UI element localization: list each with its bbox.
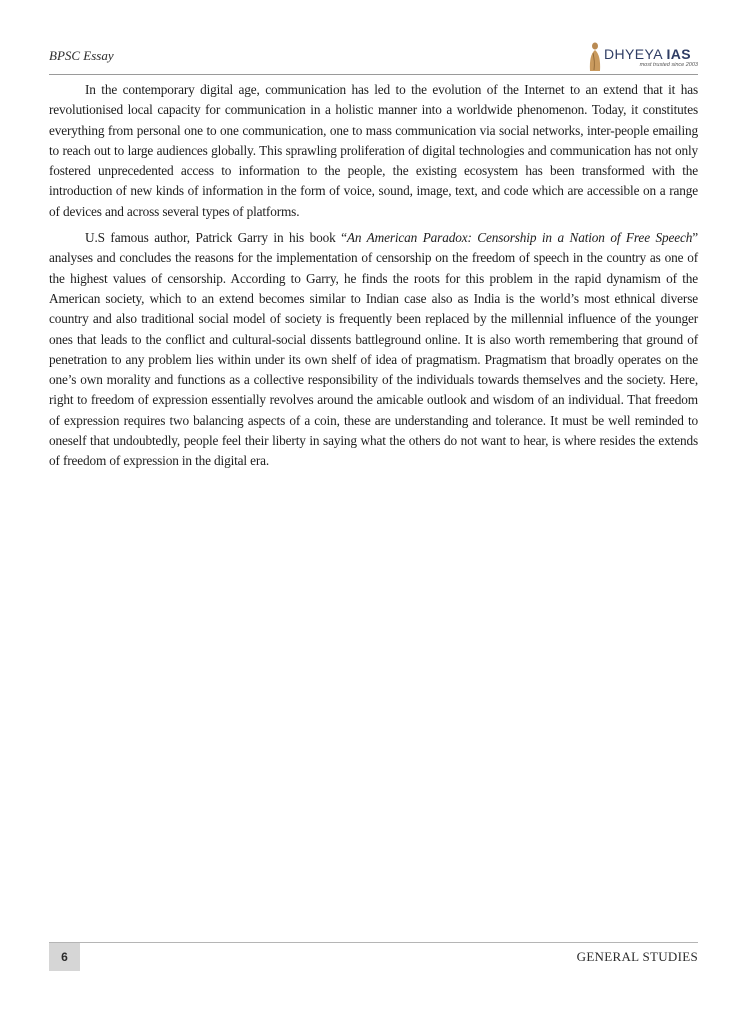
essay-paragraph-1: In the contemporary digital age, communication has led to the evolution of the Internet to an extend that it has revolutionised local capacity for communication in a holistic manner into a worldwide phenomenon. Today, it constitutes everything from personal one to one communication, one to mass communication via social networks, inter-people emailing to reach out to large audiences globally. This sprawling proliferation of digital technologies and communication has not only fostered unprecedented access to information to the people, the existing ecosystem has been transformed with the introduction of new kinds of information in the form of voice, sound, image, text, and code which are accessible on a range of devices and across several types of platforms. — [49, 82, 698, 219]
page-number: 6 — [49, 943, 80, 971]
essay-paragraph-2 — [49, 228, 698, 472]
page-header — [49, 40, 698, 75]
logo-ias: IAS — [666, 46, 692, 62]
footer-section-label: GENERAL STUDIES — [576, 949, 698, 964]
logo-wordmark — [604, 46, 691, 62]
page-footer — [49, 942, 698, 971]
paragraph-2-body: ” analyses and concludes the reasons for the implementation of censorship on the freedom of speech in the country as one of the highest values of censorship. According to Garry, he finds the roots for this problem in the rapid dynamism of the American society, which to an extend becomes similar to Indian case also as India is the world’s most ethnical diverse country and also traditional social model of society is frequently been replaced by the millennial influence of the younger ones that leads to the conflict and cultural-social dissents battleground online. It is also worth remembering that ground of penetration to any problem lies within under its own shelf of idea of pragmatism. Pragmatism that broadly operates on the one’s own morality and functions as a collective responsibility of the individuals towards themselves and the society. Here, right to freedom of expression essentially revolves around the amicable outlook and wisdom of an individual. That freedom of expression requires two balancing aspects of a coin, these are understanding and tolerance. It must be well reminded to oneself that undoubtedly, people feel their liberty in saying what the others do not want to hear, is where resides the extends of freedom of expression in the digital era. — [49, 230, 698, 469]
sage-figure-icon — [588, 41, 602, 71]
paragraph-2-intro: U.S famous author, Patrick Garry in his book “ — [85, 230, 347, 246]
logo-name: DHYEYA — [604, 46, 663, 62]
logo-tagline: most trusted since 2003 — [639, 62, 698, 68]
book-title: An American Paradox: Censorship in a Nation of Free Speech — [346, 230, 693, 246]
header-title: BPSC Essay — [49, 48, 114, 63]
dhyeya-ias-logo — [588, 40, 698, 72]
essay-body — [49, 80, 698, 478]
